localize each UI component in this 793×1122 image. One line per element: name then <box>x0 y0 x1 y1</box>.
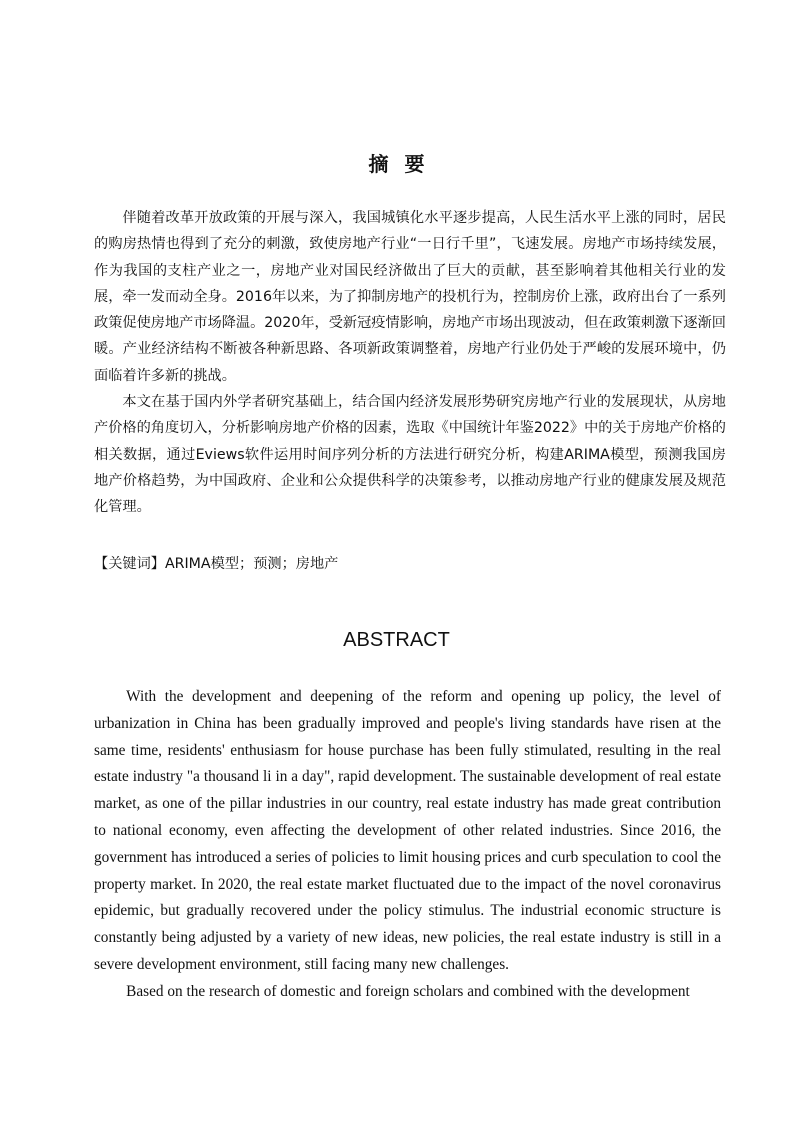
english-abstract-title: ABSTRACT <box>343 629 450 651</box>
chinese-abstract-body <box>94 205 726 521</box>
chinese-abstract-paragraph-2: 本文在基于国内外学者研究基础上，结合国内经济发展形势研究房地产行业的发展现状，从房地产价格的角度切入，分析影响房地产价格的因素，选取《中国统计年鉴2022》中的关于房地产价格的相关数据，通过Eviews软件运用时间序列分析的方法进行研究分析，构建ARIMA模型，预测我国房地产价格趋势，为中国政府、企业和公众提供科学的决策参考，以推动房地产行业的健康发展及规范化管理。 <box>94 394 726 516</box>
chinese-abstract-title: 摘要 <box>368 152 441 176</box>
english-abstract-body <box>94 684 721 1006</box>
chinese-keywords: 【关键词】ARIMA模型；预测；房地产 <box>94 556 339 572</box>
chinese-abstract-paragraph-1: 伴随着改革开放政策的开展与深入，我国城镇化水平逐步提高，人民生活水平上涨的同时，居民的购房热情也得到了充分的刺激，致使房地产行业“一日行千里”，飞速发展。房地产市场持续发展，作为我国的支柱产业之一，房地产业对国民经济做出了巨大的贡献，甚至影响着其他相关行业的发展，牵一发而动全身。2016年以来，为了抑制房地产的投机行为，控制房价上涨，政府出台了一系列政策促使房地产市场降温。2020年，受新冠疫情影响，房地产市场出现波动，但在政策刺激下逐渐回暖。产业经济结构不断被各种新思路、各项新政策调整着，房地产行业仍处于严峻的发展环境中，仍面临着许多新的挑战。 <box>94 210 726 384</box>
english-abstract-paragraph-2: Based on the research of domestic and foreign scholars and combined with the development <box>126 982 690 1000</box>
english-abstract-paragraph-1: With the development and deepening of the reform and opening up policy, the level of urbanization in China has been gradually improved and people's living standards have risen at the same time, residents' enthusiasm for house purchase has been fully stimulated, resulting in the real estate industry "a thousand li in a day", rapid development. The sustainable development of real estate market, as one of the pillar industries in our country, real estate industry has made great contribution to national economy, even affecting the development of other related industries. Since 2016, the government has introduced a series of policies to limit housing prices and curb speculation to cool the property market. In 2020, the real estate market fluctuated due to the impact of the novel coronavirus epidemic, but gradually recovered under the policy stimulus. The industrial economic structure is constantly being adjusted by a variety of new ideas, new policies, the real estate industry is still in a severe development environment, still facing many new challenges. <box>94 688 721 973</box>
